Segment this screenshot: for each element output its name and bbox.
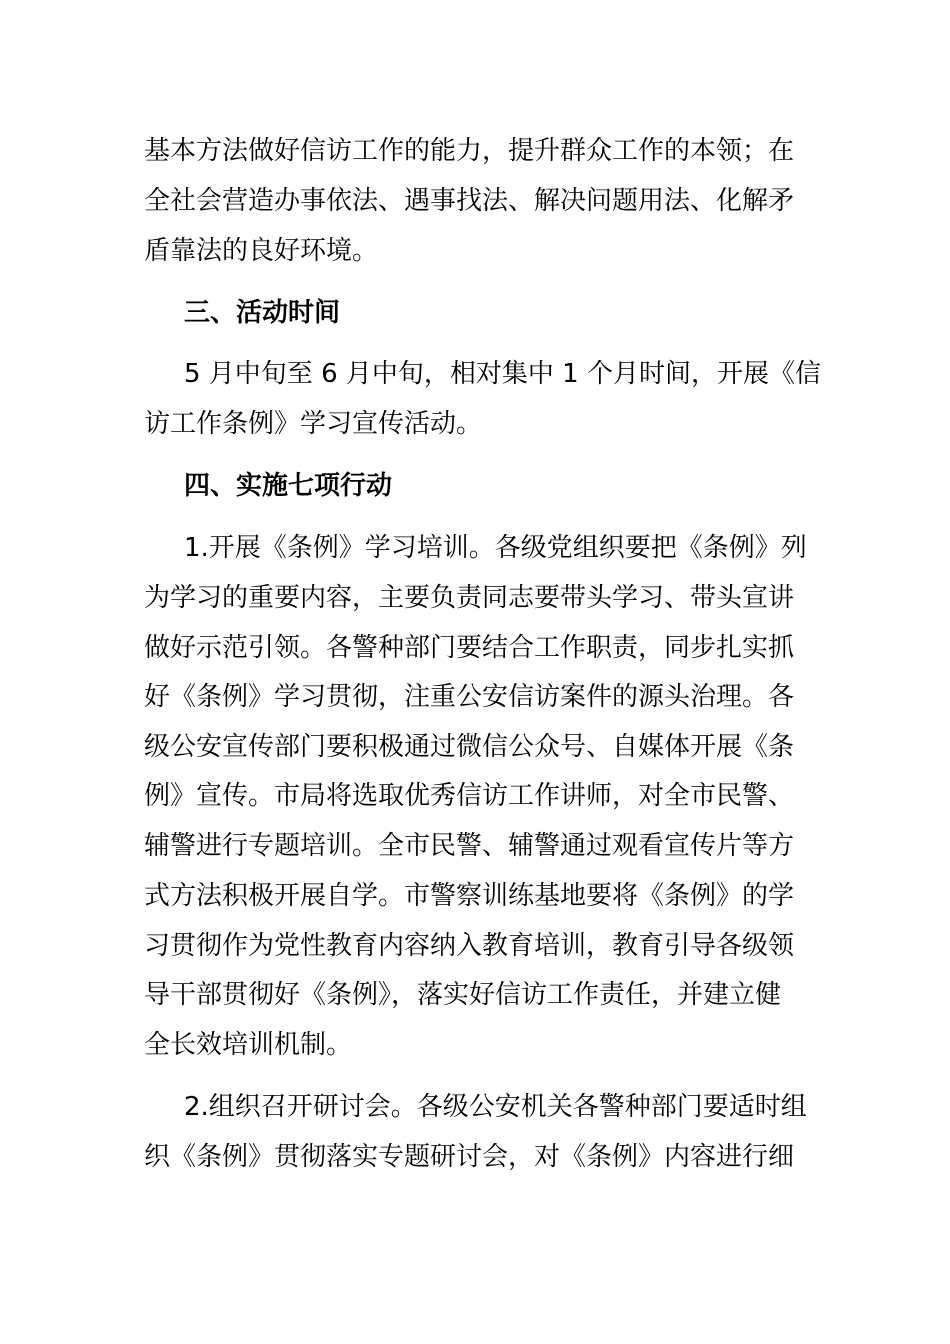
paragraph-line: 访工作条例》学习宣传活动。 — [144, 409, 483, 439]
paragraph-line: 盾靠法的良好环境。 — [144, 236, 379, 266]
paragraph-line: 5 月中旬至 6 月中旬，相对集中 1 个月时间，开展《信 — [184, 359, 821, 389]
paragraph-line: 辅警进行专题培训。全市民警、辅警通过观看宣传片等方 — [144, 831, 795, 861]
paragraph-line: 2.组织召开研讨会。各级公安机关各警种部门要适时组 — [184, 1092, 807, 1122]
paragraph-line: 式方法积极开展自学。市警察训练基地要将《条例》的学 — [144, 881, 795, 911]
paragraph-line: 1.开展《条例》学习培训。各级党组织要把《条例》列 — [184, 533, 807, 563]
paragraph-line: 做好示范引领。各警种部门要结合工作职责，同步扎实抓 — [144, 633, 795, 663]
paragraph-line: 全社会营造办事依法、遇事找法、解决问题用法、化解矛 — [144, 186, 795, 216]
paragraph-line: 基本方法做好信访工作的能力，提升群众工作的本领；在 — [144, 136, 795, 166]
paragraph-line: 全长效培训机制。 — [144, 1030, 353, 1060]
paragraph-line: 导干部贯彻好《条例》，落实好信访工作责任，并建立健 — [144, 980, 782, 1010]
section-heading-activity-time: 三、活动时间 — [184, 298, 341, 328]
paragraph-line: 例》宣传。市局将选取优秀信访工作讲师，对全市民警、 — [144, 781, 795, 811]
paragraph-line: 好《条例》学习贯彻，注重公安信访案件的源头治理。各 — [144, 682, 795, 712]
section-heading-seven-actions: 四、实施七项行动 — [184, 471, 393, 501]
paragraph-line: 级公安宣传部门要积极通过微信公众号、自媒体开展《条 — [144, 732, 795, 762]
paragraph-line: 织《条例》贯彻落实专题研讨会，对《条例》内容进行细 — [144, 1142, 795, 1172]
paragraph-line: 习贯彻作为党性教育内容纳入教育培训，教育引导各级领 — [144, 931, 795, 961]
paragraph-line: 为学习的重要内容，主要负责同志要带头学习、带头宣讲 — [144, 583, 795, 613]
